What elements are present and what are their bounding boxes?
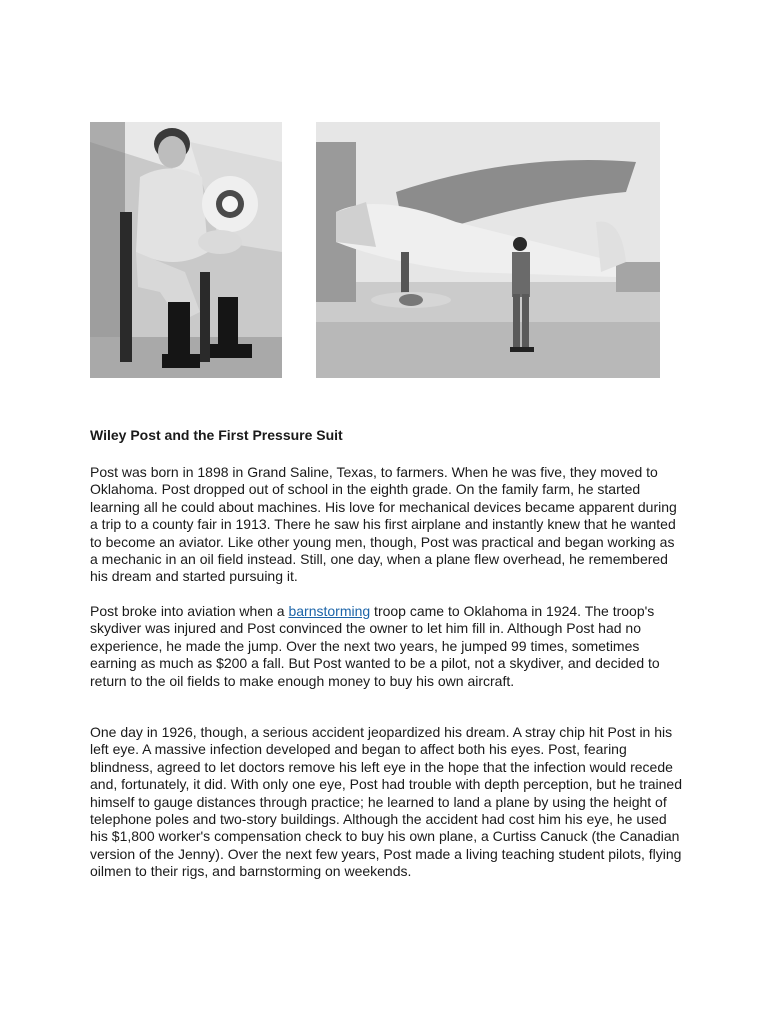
paragraph-early-life: Post was born in 1898 in Grand Saline, Texas, to farmers. When he was five, they moved to Oklahoma. Post dropped out of school in the eighth grade. On the family farm, he started learning all he could about machines. His love for mechanical devices became apparent during a trip to a county fair in 1913. There he saw his first airplane and instantly knew that he wanted to become an aviator. Like other young men, though, Post was practical and began working as a mechanic in an oil field instead. Still, one day, when a plane flew overhead, he remembered his dream and started pursuing it. bbox=[90, 464, 677, 585]
paragraph-barnstorming bbox=[90, 603, 682, 690]
photo-pressure-suit-seated bbox=[90, 122, 282, 378]
paragraph-accident: One day in 1926, though, a serious accident jeopardized his dream. A stray chip hit Post in his left eye. A massive infection developed and began to affect both his eyes. Post, fearing blindness, agreed to let doctors remove his left eye in the hope that the infection would recede and, fortunately, it did. With only one eye, Post had trouble with depth perception, but he trained himself to gauge distances through practice; he learned to land a plane by using the height of telephone poles and two-story buildings. Although the accident had cost him his eye, he used his $1,800 worker's compensation check to buy his own plane, a Curtiss Canuck (the Canadian version of the Jenny). Over the next few years, Post made a living teaching student pilots, flying oilmen to their rigs, and barnstorming on weekends. bbox=[90, 724, 682, 880]
barnstorming-link[interactable]: barnstorming bbox=[288, 603, 371, 619]
photo-airplane-standing bbox=[316, 122, 660, 378]
article-title: Wiley Post and the First Pressure Suit bbox=[90, 427, 343, 443]
paragraph-barnstorming-before: Post broke into aviation when a bbox=[90, 603, 289, 619]
paragraph-barnstorming-after: troop came to Oklahoma in 1924. The troop's skydiver was injured and Post convinced the owner to let him fill in. Although Post had no experience, he made the jump. Over the next two years, he jumped 99 times, sometimes earning as much as $200 a fall. But Post wanted to be a pilot, not a skydiver, and decided to return to the oil fields to make enough money to buy his own aircraft. bbox=[90, 603, 660, 689]
